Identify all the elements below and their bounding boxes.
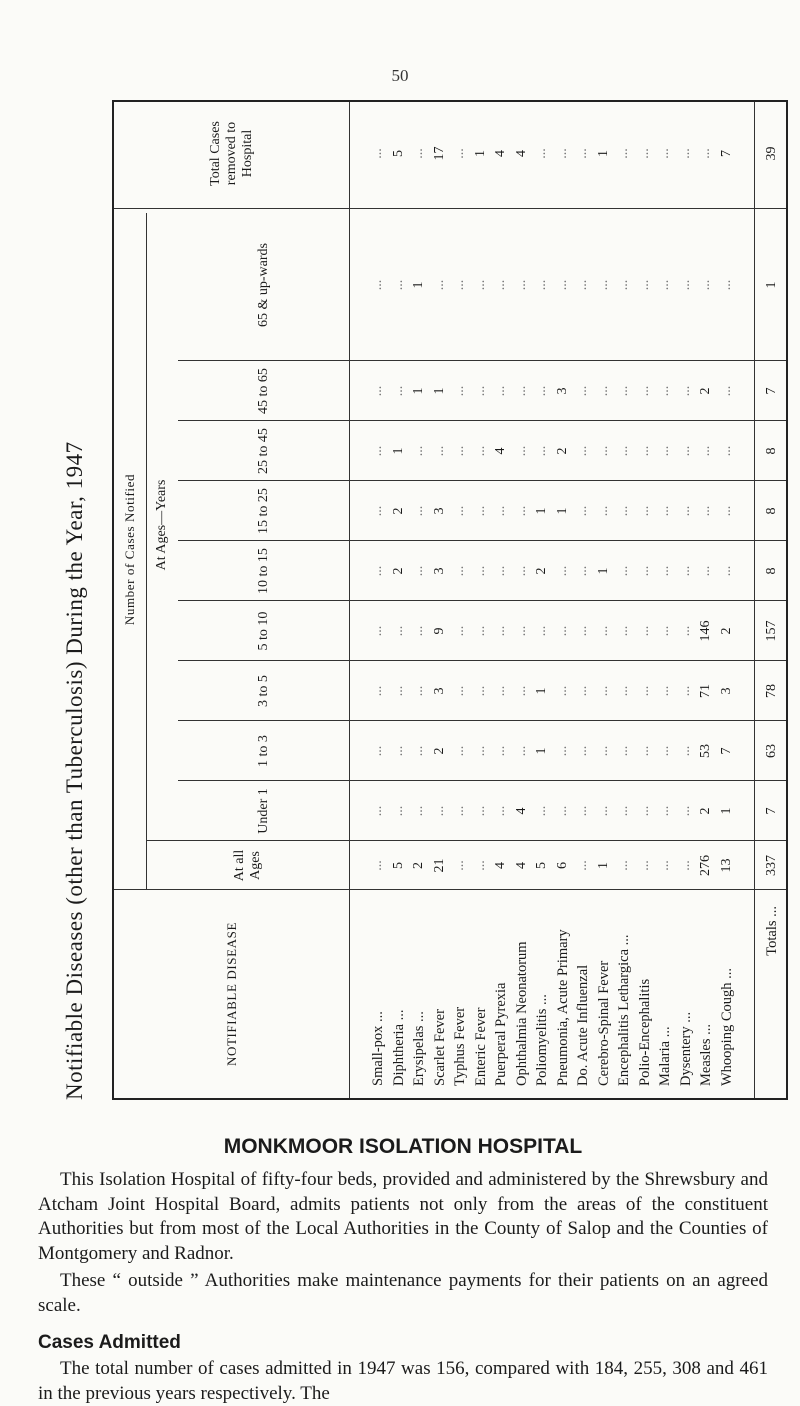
cell-45_65: ... xyxy=(616,385,631,397)
cell-15_25: ... xyxy=(370,505,385,517)
cell-10_15: ... xyxy=(554,565,570,577)
disease-column-header: NOTIFIABLE DISEASE xyxy=(223,921,239,1067)
cell-15_25: ... xyxy=(616,505,631,517)
cell-1_3: ... xyxy=(472,745,488,757)
cell-15_25: ... xyxy=(452,505,467,517)
cell-15_25: ... xyxy=(411,505,426,517)
cell-all: 4 xyxy=(493,862,508,869)
cell-u1: ... xyxy=(390,805,406,817)
table-row xyxy=(491,98,512,1098)
disease-name: Diphtheria ... xyxy=(390,1009,407,1086)
cell-all: ... xyxy=(472,860,488,871)
cell-45_65: ... xyxy=(534,385,549,397)
cell-45_65: ... xyxy=(657,385,672,397)
cell-65up: 1 xyxy=(764,281,779,289)
cell-hosp: ... xyxy=(370,148,385,159)
cell-hosp: 1 xyxy=(595,150,611,157)
column-divider xyxy=(178,420,786,421)
cell-45_65: 3 xyxy=(554,387,570,395)
cell-5_10: ... xyxy=(493,625,508,637)
cell-u1: ... xyxy=(616,805,631,817)
cell-1_3: ... xyxy=(677,745,693,757)
cell-45_65: ... xyxy=(513,385,529,397)
column-header-65up: 65 & up-wards xyxy=(255,243,271,327)
cell-5_10: ... xyxy=(677,625,693,637)
cell-45_65: ... xyxy=(575,385,590,397)
cell-u1: ... xyxy=(493,805,508,817)
cell-10_15: ... xyxy=(718,565,734,577)
cell-5_10: ... xyxy=(595,625,611,637)
cell-3_5: ... xyxy=(513,685,529,697)
cell-u1: 7 xyxy=(764,807,779,815)
text-section xyxy=(38,1135,768,1406)
cell-u1: ... xyxy=(370,805,385,817)
cell-all: 13 xyxy=(718,858,734,873)
cell-hosp: ... xyxy=(636,148,652,159)
cell-25_45: ... xyxy=(411,445,426,457)
cell-u1: ... xyxy=(554,805,570,817)
disease-name: Scarlet Fever xyxy=(431,1009,448,1086)
table-row xyxy=(512,98,533,1098)
cell-15_25: 1 xyxy=(534,507,549,515)
table-row xyxy=(717,98,738,1098)
cell-all: ... xyxy=(452,860,467,871)
totals-row xyxy=(762,98,783,1098)
cell-25_45: 4 xyxy=(493,447,508,455)
cell-1_3: 1 xyxy=(534,747,549,755)
cell-5_10: ... xyxy=(513,625,529,637)
cell-all: 6 xyxy=(554,862,570,869)
cell-1_3: ... xyxy=(657,745,672,757)
column-header-1_3: 1 to 3 xyxy=(255,735,271,767)
cell-u1: ... xyxy=(452,805,467,817)
cell-65up: ... xyxy=(513,279,529,291)
cell-all: 5 xyxy=(390,862,406,869)
disease-name: Typhus Fever xyxy=(452,1006,468,1086)
cell-65up: ... xyxy=(718,279,734,291)
cell-all: ... xyxy=(575,860,590,871)
cell-15_25: ... xyxy=(472,505,488,517)
cell-3_5: 3 xyxy=(718,687,734,695)
cell-hosp: ... xyxy=(534,148,549,159)
cell-1_3: 63 xyxy=(764,744,779,758)
cell-3_5: ... xyxy=(370,685,385,697)
cell-3_5: 1 xyxy=(534,687,549,695)
cell-15_25: ... xyxy=(575,505,590,517)
cell-65up: ... xyxy=(657,279,672,291)
page-number: 50 xyxy=(391,66,409,85)
cell-u1: ... xyxy=(575,805,590,817)
cell-10_15: ... xyxy=(411,565,426,577)
cell-hosp: 1 xyxy=(472,150,488,157)
cell-3_5: ... xyxy=(493,685,508,697)
cases-admitted-heading: Cases Admitted xyxy=(38,1332,181,1353)
cell-65up: 1 xyxy=(411,281,426,289)
cell-15_25: 2 xyxy=(390,507,406,515)
intro-paragraph: This Isolation Hospital of fifty-four beds, provided and administered by the Shrewsbury and Atcham Joint Hospital Board, admits patients not only from the areas of the constituent Authorities but from most of the Local Authorities in the County of Salop and the Counties of Montgomery and Radnor. xyxy=(38,1169,768,1264)
cell-u1: ... xyxy=(595,805,611,817)
at-ages-header: At Ages—Years xyxy=(154,479,169,571)
cell-hosp: ... xyxy=(657,148,672,159)
cell-65up: ... xyxy=(575,279,590,291)
cell-all: 21 xyxy=(431,858,447,873)
cell-25_45: ... xyxy=(472,445,488,457)
cell-65up: ... xyxy=(431,279,447,291)
disease-name: Do. Acute Influenzal xyxy=(575,964,591,1086)
cell-15_25: ... xyxy=(677,505,693,517)
cell-hosp: ... xyxy=(575,148,590,159)
cell-45_65: 7 xyxy=(764,387,779,395)
cell-25_45: ... xyxy=(718,445,734,457)
cell-5_10: ... xyxy=(411,625,426,637)
cell-all: 1 xyxy=(595,862,611,869)
cell-3_5: ... xyxy=(411,685,426,697)
cell-1_3: ... xyxy=(636,745,652,757)
cell-25_45: ... xyxy=(575,445,590,457)
cell-5_10: ... xyxy=(390,625,406,637)
cell-25_45: 1 xyxy=(390,447,406,455)
cell-all: 276 xyxy=(698,855,713,876)
cell-10_15: 3 xyxy=(431,567,447,575)
cell-3_5: ... xyxy=(657,685,672,697)
cell-25_45: ... xyxy=(636,445,652,457)
cell-3_5: ... xyxy=(636,685,652,697)
cell-hosp: ... xyxy=(698,148,713,159)
cell-25_45: ... xyxy=(534,445,549,457)
column-header-u1: Under 1 xyxy=(255,788,271,834)
cell-1_3: ... xyxy=(575,745,590,757)
cell-15_25: ... xyxy=(595,505,611,517)
disease-name: Malaria ... xyxy=(657,1026,673,1086)
cell-15_25: 3 xyxy=(431,507,447,515)
cell-hosp: ... xyxy=(411,148,426,159)
table-row xyxy=(676,98,697,1098)
cell-15_25: ... xyxy=(698,505,713,517)
cell-3_5: ... xyxy=(390,685,406,697)
table-row xyxy=(450,98,471,1098)
cell-1_3: ... xyxy=(452,745,467,757)
cell-45_65: ... xyxy=(390,385,406,397)
table-heading: Notifiable Diseases (other than Tuberculosis) During the Year, 1947 xyxy=(62,441,87,1100)
cell-5_10: 157 xyxy=(764,620,779,642)
column-header-5_10: 5 to 10 xyxy=(255,611,271,651)
cell-25_45: ... xyxy=(616,445,631,457)
cell-5_10: ... xyxy=(575,625,590,637)
column-divider xyxy=(178,600,786,601)
table-row xyxy=(532,98,553,1098)
cell-5_10: ... xyxy=(636,625,652,637)
cell-25_45: ... xyxy=(677,445,693,457)
cell-10_15: ... xyxy=(657,565,672,577)
cell-5_10: ... xyxy=(657,625,672,637)
cell-15_25: 1 xyxy=(554,507,570,515)
table-row xyxy=(614,98,635,1098)
disease-name: Polio-Encephalitis xyxy=(636,978,653,1086)
disease-name: Measles ... xyxy=(698,1023,714,1086)
table-row xyxy=(430,98,451,1098)
cell-3_5: ... xyxy=(575,685,590,697)
cell-hosp: ... xyxy=(677,148,693,159)
cell-u1: ... xyxy=(472,805,488,817)
cell-u1: ... xyxy=(677,805,693,817)
cell-1_3: 2 xyxy=(431,747,447,755)
cell-25_45: ... xyxy=(513,445,529,457)
cell-45_65: ... xyxy=(636,385,652,397)
cell-1_3: ... xyxy=(595,745,611,757)
cell-3_5: 71 xyxy=(698,684,713,698)
column-header-3_5: 3 to 5 xyxy=(255,675,271,707)
table-row xyxy=(696,98,717,1098)
cell-1_3: 7 xyxy=(718,747,734,755)
group-header: Number of Cases Notified xyxy=(122,473,137,626)
cell-65up: ... xyxy=(390,279,406,291)
cell-u1: ... xyxy=(431,805,447,817)
cell-5_10: ... xyxy=(554,625,570,637)
cell-10_15: ... xyxy=(370,565,385,577)
cell-15_25: ... xyxy=(513,505,529,517)
column-divider xyxy=(178,720,786,721)
cell-all: ... xyxy=(370,860,385,871)
column-header-hosp: Total Cases removed to Hospital xyxy=(207,121,255,186)
cell-10_15: ... xyxy=(493,565,508,577)
cell-all: ... xyxy=(677,860,693,871)
cell-10_15: ... xyxy=(698,565,713,577)
cell-10_15: ... xyxy=(513,565,529,577)
disease-name: Puerperal Pyrexia xyxy=(493,982,509,1086)
cell-all: 5 xyxy=(534,862,549,869)
cell-hosp: 4 xyxy=(513,150,529,157)
cell-45_65: ... xyxy=(718,385,734,397)
outside-authorities-paragraph: These “ outside ” Authorities make maintenance payments for their patients on an agreed scale. xyxy=(38,1270,768,1316)
cell-u1: ... xyxy=(657,805,672,817)
column-header-45_65: 45 to 65 xyxy=(255,368,271,414)
cell-10_15: ... xyxy=(636,565,652,577)
cell-25_45: ... xyxy=(452,445,467,457)
cell-65up: ... xyxy=(554,279,570,291)
cell-45_65: 1 xyxy=(431,387,447,395)
cell-hosp: 7 xyxy=(718,150,734,157)
cell-45_65: ... xyxy=(493,385,508,397)
cell-u1: 1 xyxy=(718,807,734,815)
cell-65up: ... xyxy=(636,279,652,291)
cell-all: ... xyxy=(657,860,672,871)
cell-15_25: ... xyxy=(636,505,652,517)
column-divider xyxy=(178,360,786,361)
cell-15_25: ... xyxy=(657,505,672,517)
cell-hosp: 5 xyxy=(390,150,406,157)
cell-45_65: ... xyxy=(370,385,385,397)
disease-name: Ophthalmia Neonatorum xyxy=(513,941,530,1086)
cell-10_15: ... xyxy=(472,565,488,577)
cell-25_45: ... xyxy=(370,445,385,457)
cell-hosp: ... xyxy=(616,148,631,159)
table-row xyxy=(655,98,676,1098)
table-row xyxy=(635,98,656,1098)
cell-5_10: ... xyxy=(452,625,467,637)
column-divider xyxy=(178,480,786,481)
cell-hosp: 17 xyxy=(431,146,447,161)
cell-25_45: ... xyxy=(698,445,713,457)
cell-1_3: ... xyxy=(493,745,508,757)
cell-25_45: 2 xyxy=(554,447,570,455)
table-row xyxy=(471,98,492,1098)
hospital-title: MONKMOOR ISOLATION HOSPITAL xyxy=(223,1135,583,1158)
cell-45_65: ... xyxy=(677,385,693,397)
cell-25_45: ... xyxy=(431,445,447,457)
cell-45_65: ... xyxy=(472,385,488,397)
column-divider xyxy=(178,540,786,541)
table-row xyxy=(389,98,410,1098)
cell-3_5: ... xyxy=(472,685,488,697)
cell-10_15: 1 xyxy=(595,567,611,575)
cell-1_3: 53 xyxy=(698,744,713,758)
notifiable-diseases-table xyxy=(112,100,788,1100)
cell-3_5: ... xyxy=(554,685,570,697)
cell-3_5: 3 xyxy=(431,687,447,695)
cases-admitted-paragraph: The total number of cases admitted in 1947 was 156, compared with 184, 255, 308 and 461 in the previous years respectively. The xyxy=(38,1358,768,1404)
cell-3_5: ... xyxy=(616,685,631,697)
table-row xyxy=(594,98,615,1098)
column-divider xyxy=(178,660,786,661)
cell-10_15: ... xyxy=(677,565,693,577)
disease-name: Whooping Cough ... xyxy=(718,967,735,1086)
cell-45_65: 1 xyxy=(411,387,426,395)
cell-u1: ... xyxy=(534,805,549,817)
cell-65up: ... xyxy=(370,279,385,291)
column-divider xyxy=(178,780,786,781)
cell-1_3: ... xyxy=(554,745,570,757)
column-header-15_25: 15 to 25 xyxy=(255,488,271,534)
disease-name: Encephalitis Lethargica ... xyxy=(616,934,632,1086)
cell-3_5: ... xyxy=(452,685,467,697)
cell-65up: ... xyxy=(677,279,693,291)
cell-10_15: 2 xyxy=(534,567,549,575)
totals-label: Totals ... xyxy=(764,906,780,956)
column-header-all: At all Ages xyxy=(231,849,263,882)
cell-10_15: ... xyxy=(452,565,467,577)
cell-5_10: 146 xyxy=(698,620,713,642)
cell-hosp: 4 xyxy=(493,150,508,157)
table-row xyxy=(553,98,574,1098)
disease-name: Erysipelas ... xyxy=(411,1011,427,1086)
cell-65up: ... xyxy=(493,279,508,291)
cell-5_10: ... xyxy=(472,625,488,637)
cell-5_10: 9 xyxy=(431,627,447,635)
disease-name: Cerebro-Spinal Fever xyxy=(595,960,612,1086)
table-row xyxy=(368,98,389,1098)
cell-u1: ... xyxy=(411,805,426,817)
cell-3_5: ... xyxy=(595,685,611,697)
cell-10_15: ... xyxy=(616,565,631,577)
cell-1_3: ... xyxy=(513,745,529,757)
cell-15_25: ... xyxy=(718,505,734,517)
cell-65up: ... xyxy=(472,279,488,291)
disease-name: Enteric Fever xyxy=(472,1007,489,1086)
cell-all: 4 xyxy=(513,862,529,869)
cell-hosp: 39 xyxy=(764,146,779,161)
cell-15_25: 8 xyxy=(764,507,779,515)
cell-5_10: 2 xyxy=(718,627,734,635)
disease-name: Dysentery ... xyxy=(677,1011,694,1086)
cell-10_15: 8 xyxy=(764,567,779,575)
cell-65up: ... xyxy=(595,279,611,291)
column-header-25_45: 25 to 45 xyxy=(255,428,271,474)
cell-all: 337 xyxy=(764,855,779,876)
cell-45_65: 2 xyxy=(698,387,713,395)
cell-all: ... xyxy=(636,860,652,871)
cell-u1: 4 xyxy=(513,807,529,815)
cell-1_3: ... xyxy=(370,745,385,757)
cell-65up: ... xyxy=(452,279,467,291)
cell-25_45: ... xyxy=(657,445,672,457)
disease-name: Poliomyelitis ... xyxy=(534,994,550,1086)
cell-1_3: ... xyxy=(411,745,426,757)
disease-name: Small-pox ... xyxy=(370,1011,386,1086)
cell-5_10: ... xyxy=(616,625,631,637)
disease-name: Pneumonia, Acute Primary xyxy=(554,929,571,1086)
cell-all: 2 xyxy=(411,862,426,869)
cell-u1: 2 xyxy=(698,807,713,815)
cell-65up: ... xyxy=(616,279,631,291)
cell-15_25: ... xyxy=(493,505,508,517)
cell-hosp: ... xyxy=(554,148,570,159)
cell-u1: ... xyxy=(636,805,652,817)
cell-3_5: ... xyxy=(677,685,693,697)
cell-45_65: ... xyxy=(595,385,611,397)
cell-hosp: ... xyxy=(452,148,467,159)
cell-25_45: ... xyxy=(595,445,611,457)
table-row xyxy=(409,98,430,1098)
cell-1_3: ... xyxy=(616,745,631,757)
cell-10_15: 2 xyxy=(390,567,406,575)
cell-25_45: 8 xyxy=(764,447,779,455)
column-divider xyxy=(146,840,786,841)
cell-all: ... xyxy=(616,860,631,871)
cell-1_3: ... xyxy=(390,745,406,757)
cell-3_5: 78 xyxy=(764,684,779,698)
rotated-table-block xyxy=(58,100,788,1100)
cell-45_65: ... xyxy=(452,385,467,397)
cell-65up: ... xyxy=(534,279,549,291)
cell-65up: ... xyxy=(698,279,713,291)
cell-10_15: ... xyxy=(575,565,590,577)
cell-5_10: ... xyxy=(534,625,549,637)
cell-5_10: ... xyxy=(370,625,385,637)
table-row xyxy=(573,98,594,1098)
column-header-10_15: 10 to 15 xyxy=(255,548,271,594)
